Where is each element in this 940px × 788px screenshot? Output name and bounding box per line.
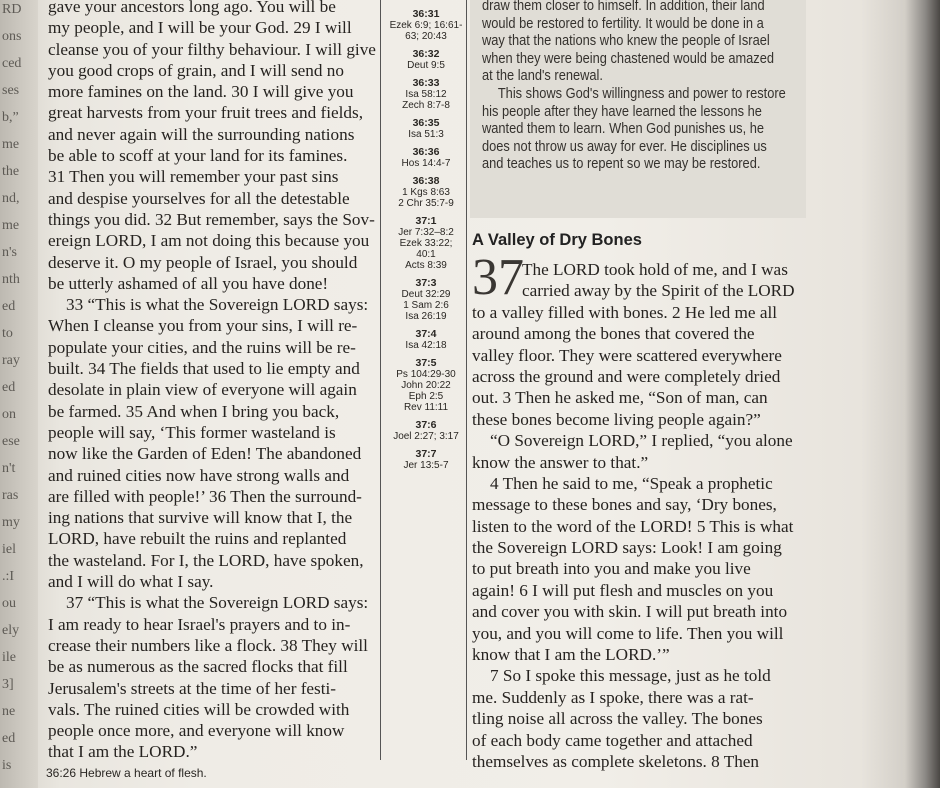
- cross-reference-verse: 37:1: [415, 215, 437, 227]
- cross-reference-target: Zech 8:7-8: [402, 100, 450, 111]
- left-text-column: [48, 0, 382, 763]
- verse-line: gave your ancestors long ago. You will be: [48, 0, 336, 16]
- commentary-line: draw them closer to himself. In addition, their land: [482, 0, 765, 14]
- verse-line: be utterly ashamed of all you have done!: [48, 273, 329, 293]
- verse-line: things you did. 32 But remember, says the Sov-: [48, 209, 375, 229]
- verse-line: be able to scoff at your land for its famines.: [48, 146, 348, 166]
- verse-line: themselves as complete skeletons. 8 Then: [472, 751, 760, 771]
- cross-reference-verse: 37:4: [415, 328, 437, 340]
- edge-fragment: me: [2, 218, 20, 233]
- cross-reference: [386, 328, 466, 351]
- edge-fragment: ced: [2, 56, 22, 71]
- commentary-line: This shows God's willingness and power to restore: [497, 85, 786, 102]
- verse-line: 37 “This is what the Sovereign LORD says:: [66, 593, 369, 613]
- edge-fragment: iel: [2, 542, 16, 557]
- verse-line: “O Sovereign LORD,” I replied, “you alone: [490, 431, 793, 451]
- cross-reference-verse: 36:33: [412, 77, 440, 89]
- cross-reference-target: Isa 42:18: [405, 340, 447, 351]
- edge-fragment: to: [2, 326, 13, 341]
- cross-reference-target: Hos 14:4-7: [401, 158, 451, 169]
- verse-line: out. 3 Then he asked me, “Son of man, can: [472, 388, 768, 408]
- verse-line: you good crops of grain, and I will send no: [48, 60, 344, 80]
- verse-line: and never again will the surrounding nations: [48, 124, 355, 144]
- verse-line: know that I am the LORD.’”: [472, 645, 670, 665]
- cross-reference-verse: 36:38: [412, 175, 440, 187]
- verse-line: LORD, have rebuilt the ruins and replanted: [48, 529, 347, 549]
- verse-line: now like the Garden of Eden! The abandoned: [48, 444, 362, 464]
- cross-reference-target: Rev 11:11: [403, 402, 449, 413]
- verse-line: 33 “This is what the Sovereign LORD says:: [66, 295, 369, 315]
- edge-fragment: ile: [2, 650, 16, 665]
- edge-fragment: ray: [2, 353, 20, 368]
- edge-fragment: .:I: [2, 569, 15, 584]
- verse-line: across the ground and were completely dried: [472, 366, 781, 386]
- edge-fragment: 3]: [2, 677, 14, 692]
- verse-line: I am ready to hear Israel's prayers and to in-: [48, 614, 351, 634]
- verse-line: great harvests from your fruit trees and fields,: [48, 103, 363, 123]
- cross-reference: [386, 8, 466, 42]
- footnote: 36:26 Hebrew a heart of flesh.: [46, 766, 207, 780]
- edge-fragment: ses: [2, 83, 20, 98]
- edge-fragment: b,”: [2, 110, 19, 125]
- commentary-line: would be restored to fertility. It would be done in a: [482, 15, 764, 32]
- verse-line: and ruined cities now have strong walls and: [48, 465, 350, 485]
- cross-reference: [386, 277, 466, 322]
- section-heading: A Valley of Dry Bones: [472, 231, 642, 249]
- cross-reference: [386, 175, 466, 209]
- verse-line: be farmed. 35 And when I bring you back,: [48, 401, 340, 421]
- edge-fragment: on: [2, 407, 16, 422]
- verse-line: ereign LORD, I am not doing this because you: [48, 231, 370, 251]
- edge-fragment: ese: [2, 434, 20, 449]
- verse-line: deserve it. O my people of Israel, you should: [48, 252, 358, 272]
- verse-line: to a valley filled with bones. 2 He led me all: [472, 302, 777, 322]
- commentary-line: does not throw us away for ever. He disciplines us: [482, 138, 767, 155]
- verse-line: people will say, ‘This former wasteland is: [48, 422, 336, 442]
- verse-line: desolate in plain view of everyone will again: [48, 380, 357, 400]
- edge-fragment: ras: [2, 488, 19, 503]
- cross-reference-target: Ezek 6:9; 16:61-: [389, 20, 463, 31]
- cross-reference-verse: 37:3: [415, 277, 437, 289]
- cross-reference: [386, 146, 466, 169]
- edge-fragment: n't: [2, 461, 16, 476]
- verse-line: vals. The ruined cities will be crowded with: [48, 699, 350, 719]
- cross-reference-target: Isa 58:12: [405, 89, 447, 100]
- cross-reference-target: 2 Chr 35:7-9: [398, 198, 454, 209]
- edge-fragment: ed: [2, 731, 16, 746]
- cross-reference-target: Deut 9:5: [407, 60, 445, 71]
- commentary-text: [482, 0, 786, 174]
- edge-fragment: nd,: [2, 191, 20, 206]
- cross-reference-verse: 36:32: [412, 48, 440, 60]
- cross-reference-verse: 36:35: [412, 117, 440, 129]
- verse-line: to put breath into you and make you live: [472, 559, 751, 579]
- cross-reference-target: Deut 32:29: [401, 289, 451, 300]
- verse-line: and I will do what I say.: [48, 572, 214, 592]
- cross-reference: [386, 215, 466, 271]
- cross-reference: [386, 77, 466, 111]
- cross-reference-target: 1 Sam 2:6: [403, 300, 449, 311]
- edge-fragment: my: [2, 515, 20, 530]
- commentary-line: when they were being chastened would be amazed: [482, 50, 775, 67]
- verse-line: populate your cities, and the ruins will be re-: [48, 337, 356, 357]
- verse-line: crease their numbers like a flock. 38 They will: [48, 635, 368, 655]
- cross-reference-target: Acts 8:39: [405, 260, 447, 271]
- edge-fragment: ed: [2, 299, 16, 314]
- commentary-line: wanted them to learn. When God punishes us, he: [482, 121, 764, 138]
- cross-reference: [386, 448, 466, 471]
- verse-line: around among the bones that covered the: [472, 324, 755, 344]
- edge-fragment: ons: [2, 29, 22, 44]
- edge-fragment: n's: [2, 245, 17, 260]
- column-rule-right: [466, 0, 467, 760]
- verse-line: message to these bones and say, ‘Dry bones,: [472, 495, 777, 515]
- column-rule-left: [380, 0, 381, 760]
- verse-line: these bones become living people again?”: [472, 409, 761, 429]
- cross-reference-verse: 37:5: [415, 357, 437, 369]
- verse-line: 7 So I spoke this message, just as he told: [490, 666, 771, 686]
- verse-line: people once more, and everyone will know: [48, 721, 345, 741]
- cross-reference-target: 40:1: [416, 249, 436, 260]
- edge-fragment: nth: [2, 272, 20, 287]
- edge-fragment: RD: [2, 2, 22, 17]
- edge-fragment: me: [2, 137, 20, 152]
- verse-line: are filled with people!’ 36 Then the surround-: [48, 486, 362, 506]
- cross-reference: [386, 117, 466, 140]
- cross-reference-verse: 37:6: [415, 419, 437, 431]
- edge-fragment: the: [2, 164, 20, 179]
- verse-line: ing nations that survive will know that I, the: [48, 508, 353, 528]
- cross-reference-target: Isa 26:19: [405, 311, 447, 322]
- cross-reference-target: Jer 7:32–8:2: [398, 227, 454, 238]
- cross-reference-verse: 37:7: [415, 448, 437, 460]
- cross-reference-target: John 20:22: [401, 380, 451, 391]
- verse-line: Jerusalem's streets at the time of her festi-: [48, 678, 337, 698]
- cross-reference-target: Isa 51:3: [408, 129, 444, 140]
- verse-line: of each body came together and attached: [472, 730, 753, 750]
- verse-line: valley floor. They were scattered everywhere: [472, 345, 782, 365]
- verse-line: cleanse you of your filthy behaviour. I will give: [48, 39, 376, 59]
- cross-reference-target: Joel 2:27; 3:17: [393, 431, 459, 442]
- verse-line: 31 Then you will remember your past sins: [48, 167, 339, 187]
- verse-line: carried away by the Spirit of the LORD: [522, 281, 795, 301]
- cross-reference-column: [386, 8, 466, 477]
- verse-line: know the answer to that.”: [472, 452, 649, 472]
- chapter-number: 37: [472, 249, 524, 306]
- edge-fragment: ed: [2, 380, 16, 395]
- verse-line: listen to the word of the LORD! 5 This is what: [472, 516, 794, 536]
- cross-reference: [386, 48, 466, 71]
- cross-reference-target: 63; 20:43: [405, 31, 447, 42]
- cross-reference: [386, 357, 466, 413]
- verse-line: you, and you will come to life. Then you will: [472, 623, 784, 643]
- right-text-column: [472, 259, 802, 772]
- commentary-line: way that the nations who knew the people of Israel: [482, 33, 770, 50]
- verse-line: the wasteland. For I, the LORD, have spoken,: [48, 550, 364, 570]
- verse-line: tling noise all across the valley. The bones: [472, 709, 763, 729]
- commentary-line: his people after they have learned the lessons he: [482, 103, 762, 120]
- cross-reference: [386, 419, 466, 442]
- commentary-line: at the land's renewal.: [482, 68, 603, 85]
- edge-fragment: ou: [2, 596, 16, 611]
- cross-reference-target: 1 Kgs 8:63: [402, 187, 450, 198]
- verse-line: me. Suddenly as I spoke, there was a rat-: [472, 687, 754, 707]
- cross-reference-target: Ps 104:29-30: [396, 369, 456, 380]
- verse-line: that I am the LORD.”: [48, 742, 198, 762]
- verse-line: my people, and I will be your God. 29 I will: [48, 18, 352, 38]
- verse-line: more famines on the land. 30 I will give you: [48, 82, 354, 102]
- verse-line: The LORD took hold of me, and I was: [522, 260, 788, 279]
- edge-fragment: ne: [2, 704, 16, 719]
- verse-line: When I cleanse you from your sins, I will re-: [48, 316, 358, 336]
- verse-line: again! 6 I will put flesh and muscles on you: [472, 580, 774, 600]
- verse-line: and cover you with skin. I will put breath into: [472, 602, 788, 622]
- verse-line: the Sovereign LORD says: Look! I am going: [472, 538, 782, 558]
- verse-line: be as numerous as the sacred flocks that fill: [48, 657, 348, 677]
- cross-reference-verse: 36:31: [412, 8, 440, 20]
- verse-line: 4 Then he said to me, “Speak a prophetic: [490, 473, 773, 493]
- cross-reference-target: Ezek 33:22;: [399, 238, 453, 249]
- verse-line: and despise yourselves for all the detestable: [48, 188, 350, 208]
- cross-reference-verse: 36:36: [412, 146, 440, 158]
- edge-fragment: is: [2, 758, 12, 773]
- cross-reference-target: Jer 13:5-7: [403, 460, 449, 471]
- commentary-line: and teaches us to repent so we may be restored.: [482, 156, 761, 173]
- edge-fragment: ely: [2, 623, 20, 638]
- verse-line: built. 34 The fields that used to lie empty and: [48, 359, 360, 379]
- cross-reference-target: Eph 2:5: [408, 391, 444, 402]
